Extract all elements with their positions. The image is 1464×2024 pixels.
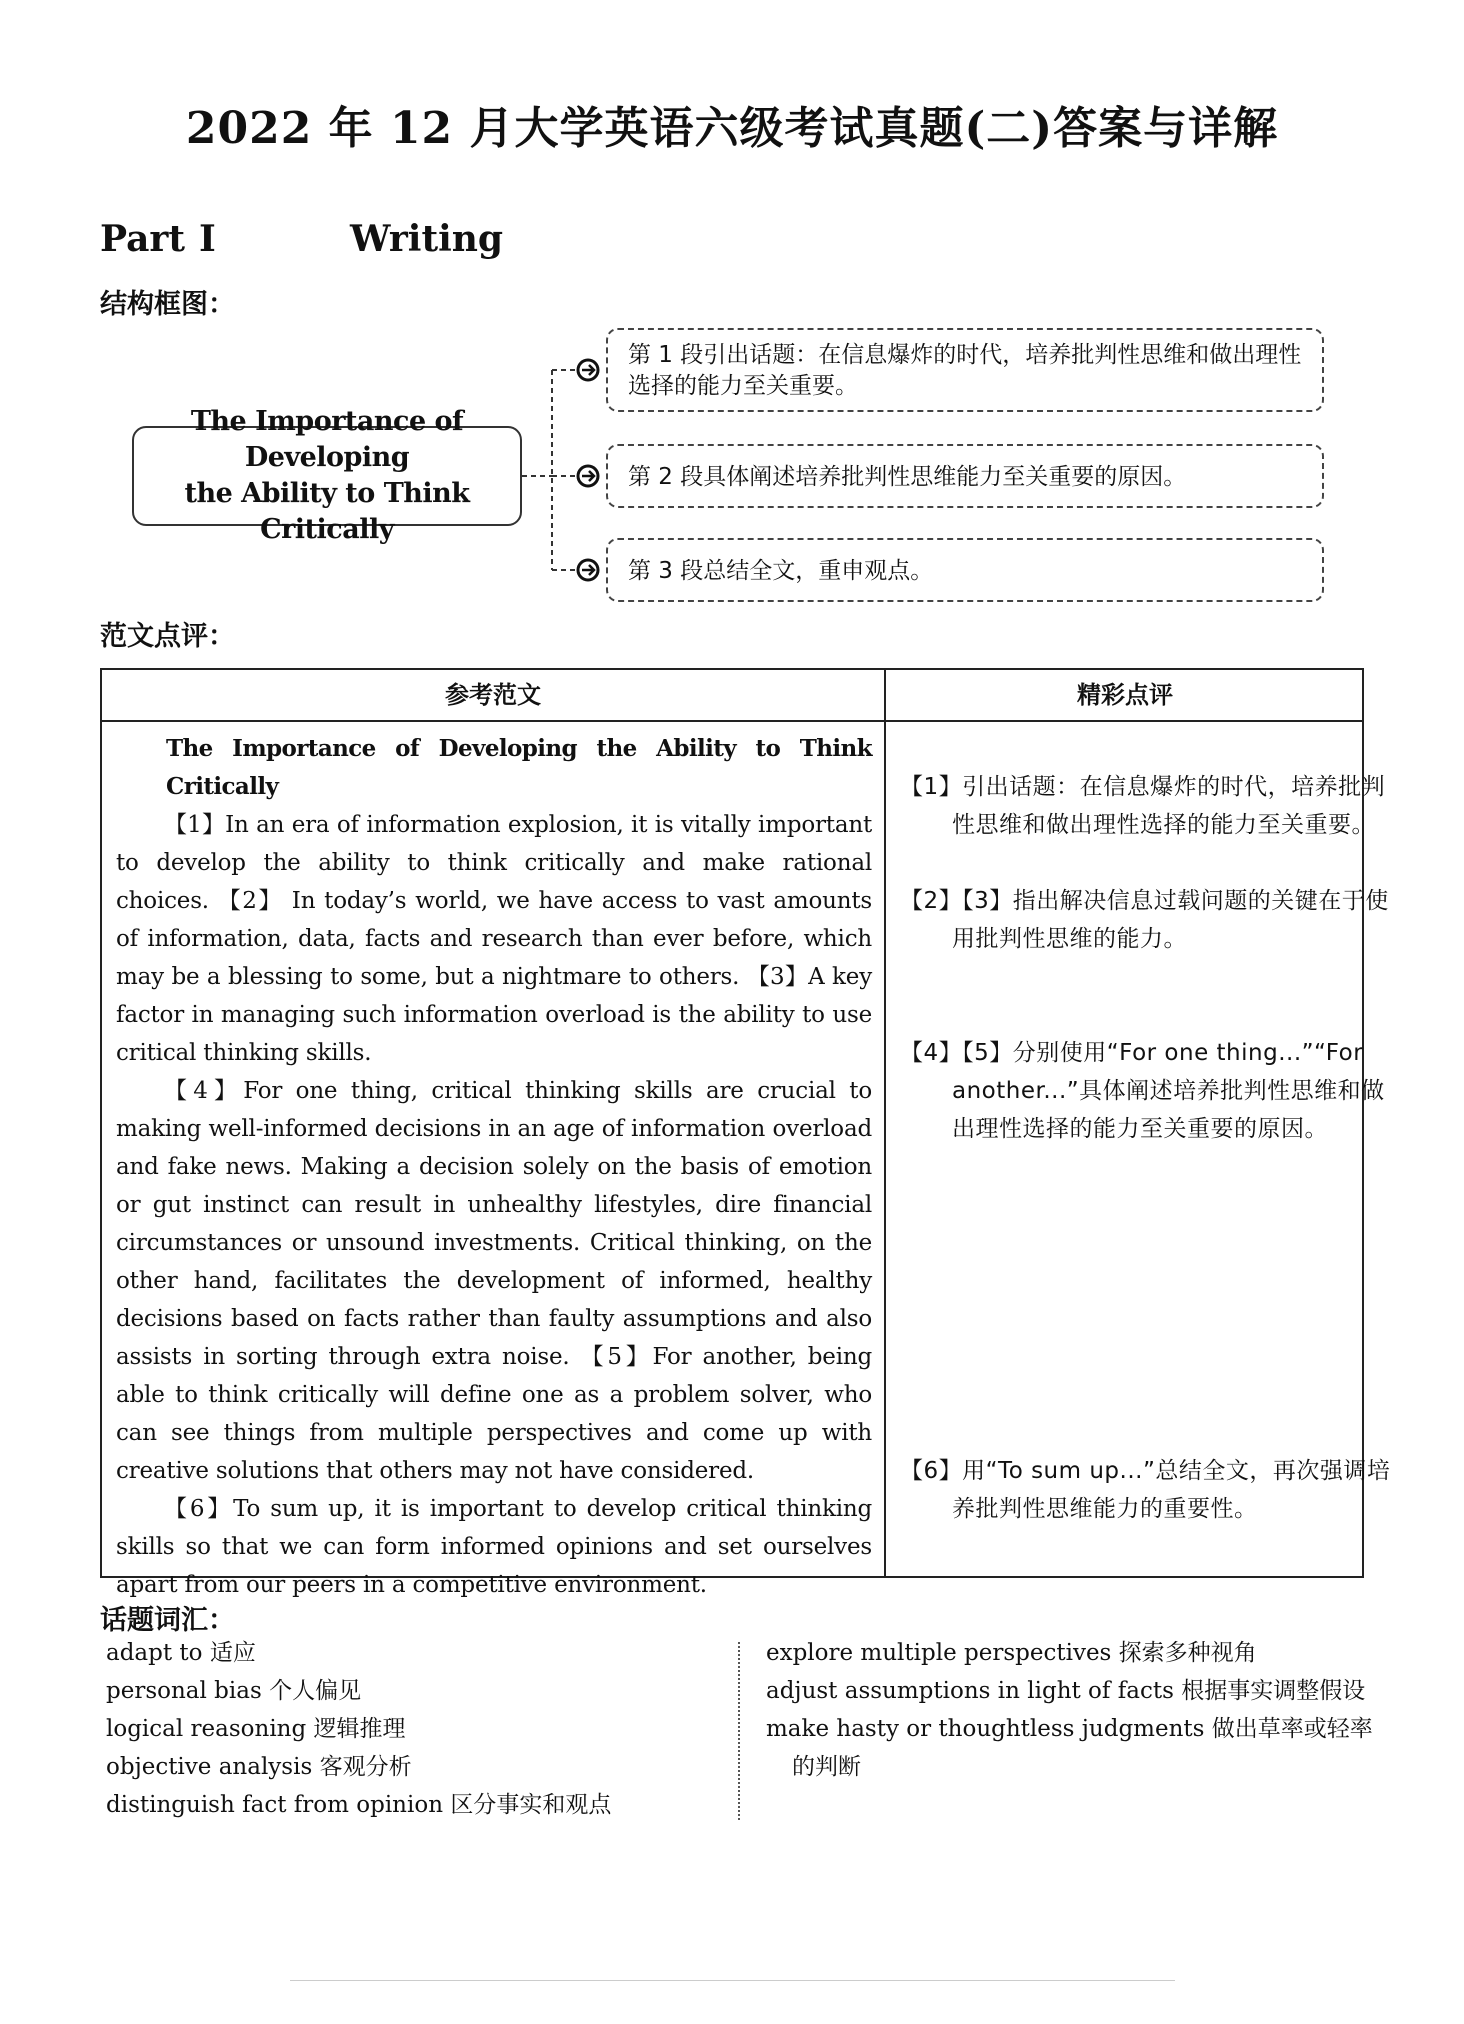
- comment-item: 【2】【3】指出解决信息过载问题的关键在于使用批判性思维的能力。: [900, 888, 1389, 952]
- arrow-circle-icon: [578, 360, 598, 380]
- arrow-circle-icon: [578, 560, 598, 580]
- structure-branch-1: 第 1 段引出话题：在信息爆炸的时代，培养批判性思维和做出理性选择的能力至关重要。: [606, 328, 1324, 412]
- vocab-item: personal bias 个人偏见: [106, 1678, 362, 1704]
- center-topic-line1: The Importance of Developing: [190, 406, 464, 473]
- structure-branch-3: 第 3 段总结全文，重申观点。: [606, 538, 1324, 602]
- essay-paragraph: 【6】To sum up, it is important to develop critical thinking skills so that we can form informed opinions and set ourselves apart from our peers in a competitive environment.: [116, 1496, 872, 1598]
- part-name: Writing: [350, 218, 504, 260]
- part-number: Ⅰ: [199, 218, 216, 260]
- structure-center-topic: [132, 406, 522, 545]
- center-topic-line2: the Ability to Think Critically: [184, 478, 470, 545]
- footer-rule: [290, 1980, 1175, 1981]
- essay-title: The Importance of Developing the Ability to Think Critically: [166, 735, 872, 800]
- page-title: 2022 年 12 月大学英语六级考试真题(二)答案与详解: [185, 103, 1279, 154]
- part-label: Part: [100, 218, 186, 260]
- vocab-item: adapt to 适应: [106, 1640, 256, 1666]
- vocab-divider: [738, 1642, 740, 1820]
- essay-paragraph: 【1】In an era of information explosion, it is vitally important to develop the ability to think critically and make rational choices. 【2】 In today’s world, we have access to vast amounts of information, data, facts and research than ever before, which may be a blessing to some, but a nightmare to others. 【3】A key factor in managing such information overload is the ability to use critical thinking skills.: [116, 812, 872, 1066]
- vocab-item: explore multiple perspectives 探索多种视角: [766, 1640, 1257, 1666]
- col-header-comment: 精彩点评: [1077, 681, 1173, 709]
- comment-item: 【1】引出话题：在信息爆炸的时代，培养批判性思维和做出理性选择的能力至关重要。: [900, 774, 1386, 838]
- sample-essay: [116, 730, 872, 1604]
- vocab-item: distinguish fact from opinion 区分事实和观点: [106, 1792, 612, 1818]
- arrow-circle-icon: [578, 466, 598, 486]
- vocabulary-heading: 话题词汇：: [100, 1605, 235, 1636]
- table-divider: [884, 670, 886, 1576]
- comment-item: 【6】用“To sum up...”总结全文，再次强调培养批判性思维能力的重要性。: [900, 1458, 1391, 1522]
- comment-item: 【4】【5】分别使用“For one thing...”“For another...”具体阐述培养批判性思维和做出理性选择的能力至关重要的原因。: [900, 1040, 1385, 1142]
- vocab-item: logical reasoning 逻辑推理: [106, 1716, 406, 1742]
- review-table: [100, 668, 1391, 1598]
- review-heading: 范文点评：: [100, 621, 235, 652]
- structure-heading: 结构框图：: [100, 289, 235, 320]
- vocabulary-left: [106, 1634, 611, 1824]
- essay-paragraph: 【4】For one thing, critical thinking skills are crucial to making well-informed decisions in an age of information overload and fake news. Making a decision solely on the basis of emotion or gut instinct can result in unhealthy lifestyles, dire financial circumstances or unsound investments. Critical thinking, on the other hand, facilitates the development of informed, healthy decisions based on facts rather than faulty assumptions and also assists in sorting through extra noise. 【5】For another, being able to think critically will define one as a problem solver, who can see things from multiple perspectives and come up with creative solutions that others may not have considered.: [116, 1078, 872, 1484]
- vocab-item: make hasty or thoughtless judgments 做出草率或轻率: [766, 1716, 1373, 1742]
- vocab-item: adjust assumptions in light of facts 根据事实调整假设: [766, 1678, 1366, 1704]
- vocab-item-continued: 的判断: [792, 1754, 861, 1780]
- vocabulary-right: [766, 1634, 1373, 1786]
- vocab-item: objective analysis 客观分析: [106, 1754, 412, 1780]
- structure-branch-2: 第 2 段具体阐述培养批判性思维能力至关重要的原因。: [606, 444, 1324, 508]
- col-header-essay: 参考范文: [445, 681, 541, 709]
- table-header-rule: [102, 720, 1362, 722]
